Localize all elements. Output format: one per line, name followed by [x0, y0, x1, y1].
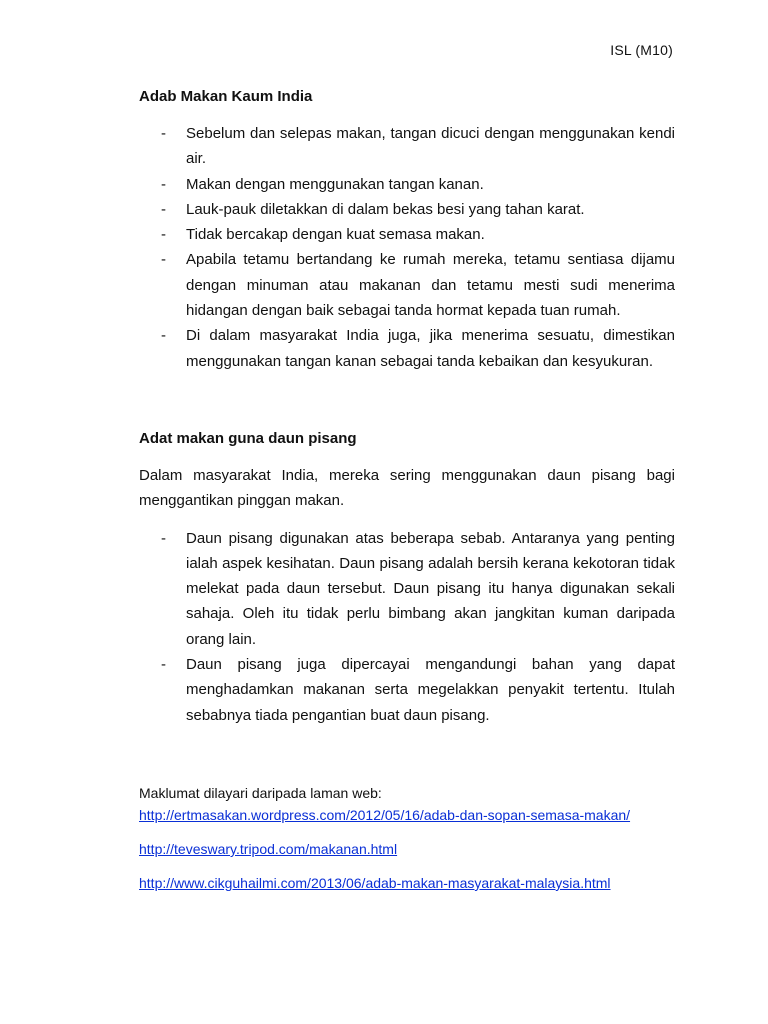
list-dash: -	[161, 125, 166, 142]
list-item-text: Lauk-pauk diletakkan di dalam bekas besi yang tahan karat.	[186, 200, 585, 218]
list-item-text: Di dalam masyarakat India juga, jika menerima sesuatu, dimestikan menggunakan tangan kanan sebagai tanda kebaikan dan kesyukuran.	[186, 327, 675, 370]
adab-makan-list	[139, 121, 675, 374]
list-item-text: Daun pisang digunakan atas beberapa sebab. Antaranya yang penting ialah aspek kesihatan. Daun pisang adalah bersih kerana kekotoran tidak melekat pada daun tersebut. Daun pisang itu hanya digunakan sekali sahaja. Oleh itu tidak perlu bimbang akan jangkitan kuman daripada orang lain.	[186, 529, 675, 648]
list-dash: -	[161, 327, 166, 345]
list-item-text: Apabila tetamu bertandang ke rumah mereka, tetamu sentiasa dijamu dengan minuman atau makanan dan tetamu mesti sudi menerima hidangan dengan baik sebagai tanda hormat kepada tuan rumah.	[186, 251, 675, 320]
list-dash: -	[161, 175, 166, 193]
list-item	[139, 652, 675, 728]
list-item	[139, 222, 675, 247]
source-link-teveswary[interactable]: http://teveswary.tripod.com/makanan.html	[139, 840, 398, 857]
list-dash: -	[161, 251, 166, 269]
list-dash: -	[161, 656, 166, 674]
sources-label: Maklumat dilayari daripada laman web:	[139, 784, 382, 801]
list-item	[139, 197, 675, 222]
section-title-daun-pisang: Adat makan guna daun pisang	[139, 429, 357, 447]
document-code: ISL (M10)	[610, 42, 673, 58]
list-item-text: Makan dengan menggunakan tangan kanan.	[186, 175, 484, 193]
list-dash: -	[161, 226, 166, 244]
list-item	[139, 247, 675, 323]
list-item	[139, 172, 675, 197]
list-item-text: Sebelum dan selepas makan, tangan dicuci dengan menggunakan kendi air.	[186, 125, 675, 168]
sources-section	[139, 782, 675, 894]
list-dash: -	[161, 529, 166, 547]
list-item	[139, 323, 675, 374]
list-dash: -	[161, 200, 166, 218]
list-item-text: Daun pisang juga dipercayai mengandungi bahan yang dapat menghadamkan makanan serta megelakkan penyakit tertentu. Itulah sebabnya tiada pengantian buat daun pisang.	[186, 656, 675, 724]
document-body	[139, 86, 675, 894]
source-link-ertmasakan[interactable]: http://ertmasakan.wordpress.com/2012/05/16/adab-dan-sopan-semasa-makan/	[139, 806, 631, 823]
list-item	[139, 121, 675, 172]
list-item-text: Tidak bercakap dengan kuat semasa makan.	[186, 226, 485, 244]
daun-pisang-list	[139, 526, 675, 728]
daun-pisang-intro: Dalam masyarakat India, mereka sering menggunakan daun pisang bagi menggantikan pinggan makan.	[139, 466, 675, 510]
section-title-adab-makan: Adab Makan Kaum India	[139, 88, 313, 105]
source-link-cikguhailmi[interactable]: http://www.cikguhailmi.com/2013/06/adab-makan-masyarakat-malaysia.html	[139, 874, 611, 891]
list-item	[139, 526, 675, 652]
